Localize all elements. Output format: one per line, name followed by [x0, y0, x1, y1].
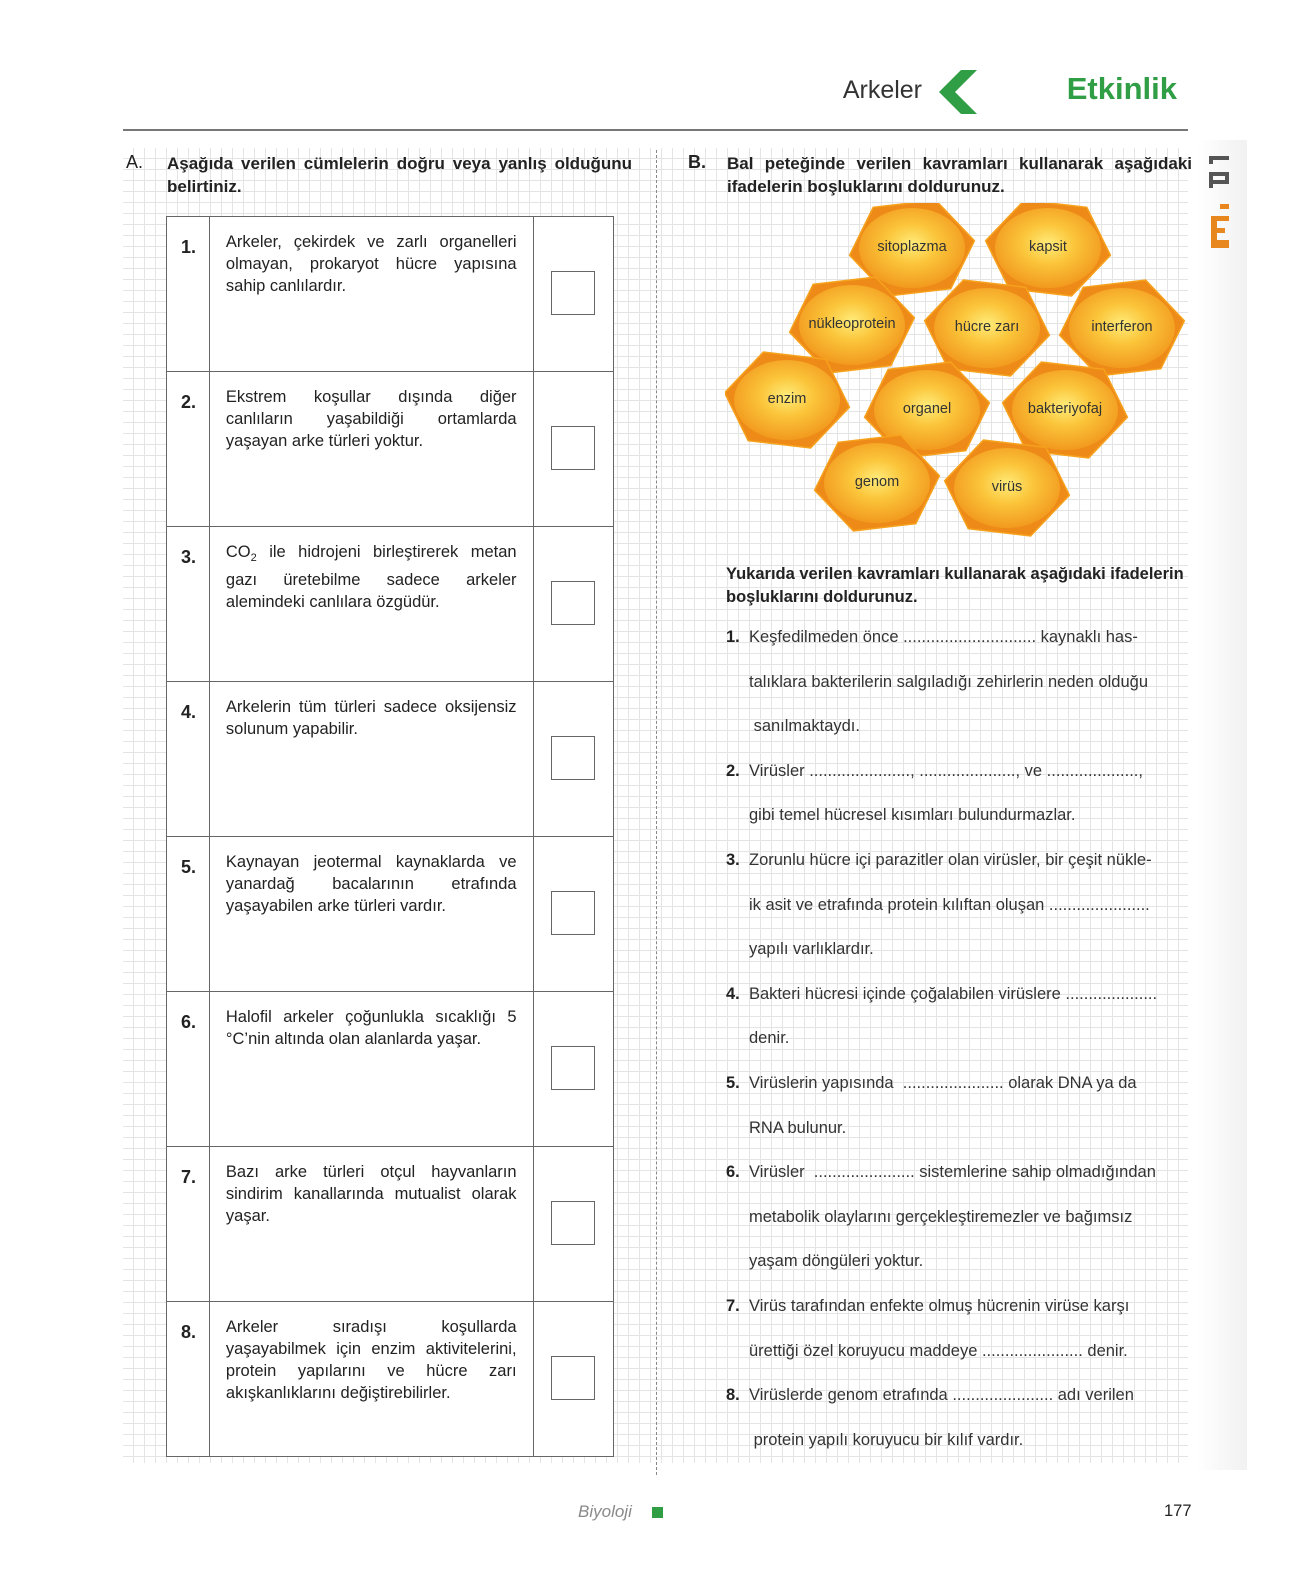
item-number: 3. [167, 527, 210, 682]
line-text: ik asit ve etrafında protein kılıftan oluşan ...................... [749, 895, 1150, 914]
line-text: protein yapılı koruyucu bir kılıf vardır. [749, 1430, 1024, 1449]
fill-in-line [726, 806, 1075, 825]
table-row [167, 1302, 614, 1457]
line-number: 4. [726, 984, 740, 1003]
answer-box[interactable] [551, 426, 595, 470]
fill-in-line [726, 896, 1150, 915]
fasikul-tab [1207, 154, 1233, 264]
table-row [167, 217, 614, 372]
line-number: 7. [726, 1297, 740, 1315]
line-text: metabolik olaylarını gerçekleştiremezler ve bağımsız [749, 1207, 1133, 1226]
fill-in-line [726, 1029, 789, 1048]
line-number: 3. [726, 851, 740, 869]
item-number: 4. [167, 682, 210, 837]
footer-square-icon [652, 1507, 663, 1518]
item-text-rest: ile hidrojeni birleştirerek metan gazı üretebilme sadece arkeler alemindeki canlılara özgüdür. [225, 543, 517, 611]
fill-in-line [726, 940, 874, 959]
item-text [209, 527, 533, 682]
chevron-left-icon [939, 70, 981, 114]
line-number: 1. [726, 628, 740, 646]
answer-box[interactable] [551, 581, 595, 625]
line-text: Bakteri hücresi içinde çoğalabilen virüslere .................... [749, 984, 1158, 1003]
honeycomb-term: organel [902, 401, 952, 417]
page-title: Etkinlik [1066, 71, 1177, 106]
line-text: Virüslerde genom etrafında ...................... adı verilen [749, 1386, 1134, 1405]
side-strip [1197, 140, 1247, 1470]
fasikul-label: Fasikül 16 [1207, 154, 1212, 155]
section-title: Arkeler [842, 76, 922, 104]
line-text: denir. [749, 1029, 790, 1048]
honeycomb-term: enzim [767, 391, 807, 407]
fill-in-line [726, 851, 1152, 870]
line-number: 6. [726, 1163, 740, 1182]
honeycomb-term: sitoplazma [877, 239, 947, 255]
true-false-table [166, 216, 614, 1457]
table-row [167, 992, 614, 1147]
line-text: yapılı varlıklardır. [749, 940, 874, 959]
fill-in-line [726, 1342, 1128, 1361]
table-row [167, 527, 614, 682]
fill-in-line [726, 1074, 1137, 1093]
header-rule [123, 129, 1188, 131]
honeycomb-term: virüs [991, 479, 1023, 495]
fill-in-line [726, 1163, 1156, 1182]
item-text: Arkeler sıradışı koşullarda yaşayabilmek için enzim aktivitelerini, protein yapılarını ve hücre zarı akışkanlıklarını değiştirebilirler. [209, 1302, 533, 1457]
part-b-instruction: Bal peteğinde verilen kavramları kullanarak aşağıdaki ifadelerin boşluklarını doldurunuz. [727, 154, 1192, 196]
line-text: gibi temel hücresel kısımları bulundurmazlar. [749, 806, 1076, 825]
co2-text: CO [225, 543, 251, 561]
item-text: Bazı arke türleri otçul hayvanların sindirim kanallarında mutualist olarak yaşar. [209, 1147, 533, 1302]
answer-box[interactable] [551, 271, 595, 315]
item-number: 2. [167, 372, 210, 527]
answer-box[interactable] [551, 891, 595, 935]
fill-in-line [726, 1431, 1023, 1450]
answer-box[interactable] [551, 1046, 595, 1090]
fill-in-line [726, 1252, 923, 1271]
fill-in-line [726, 1297, 1129, 1316]
fill-in-line [726, 762, 1143, 781]
honeycomb-term: hücre zarı [954, 319, 1020, 335]
part-b-letter: B. [688, 152, 706, 172]
fill-in-line [726, 717, 860, 736]
line-number: 8. [726, 1386, 740, 1405]
honeycomb-term: interferon [1091, 319, 1153, 335]
part-b-instruction-2: Yukarıda verilen kavramları kullanarak aşağıdaki ifadelerin boşluklarını doldurunuz. [726, 565, 1184, 606]
item-number: 1. [167, 217, 210, 372]
subscript: 2 [250, 552, 257, 564]
fill-in-line [726, 673, 1148, 692]
table-row [167, 372, 614, 527]
line-text: talıklara bakterilerin salgıladığı zehirlerin neden olduğu [749, 672, 1148, 691]
table-row [167, 837, 614, 992]
answer-box[interactable] [551, 1356, 595, 1400]
part-a-instruction: Aşağıda verilen cümlelerin doğru veya yanlış olduğunu belirtiniz. [167, 154, 632, 196]
line-text: Virüsler ...................... sistemlerine sahip olmadığından [749, 1163, 1156, 1182]
footer-subject: Biyoloji [578, 1502, 632, 1521]
item-text: Ekstrem koşullar dışında diğer canlıların yaşabildiği ortamlarda yaşayan arke türleri yoktur. [209, 372, 533, 527]
honeycomb-term: genom [854, 474, 900, 490]
answer-box[interactable] [551, 1201, 595, 1245]
line-number: 2. [726, 761, 740, 780]
fill-in-line [726, 1119, 846, 1138]
honeycomb-term: kapsit [1029, 239, 1067, 255]
line-text: RNA bulunur. [749, 1118, 847, 1137]
item-number: 7. [167, 1147, 210, 1302]
table-row [167, 1147, 614, 1302]
item-number: 8. [167, 1302, 210, 1457]
line-text: Keşfedilmeden önce ............................. kaynaklı has- [749, 628, 1138, 646]
line-text: Virüslerin yapısında ...................... olarak DNA ya da [749, 1074, 1137, 1092]
part-a-letter: A. [126, 152, 144, 172]
line-text: Virüs tarafından enfekte olmuş hücrenin virüse karşı [749, 1297, 1130, 1315]
table-row [167, 682, 614, 837]
fill-in-line [726, 628, 1138, 647]
line-text: Zorunlu hücre içi parazitler olan virüsler, bir çeşit nükle- [749, 851, 1152, 869]
item-text: Arkeler, çekirdek ve zarlı organelleri olmayan, prokaryot hücre yapısına sahip canlılardır. [209, 217, 533, 372]
honeycomb-diagram [725, 203, 1185, 550]
item-number: 6. [167, 992, 210, 1147]
fill-in-line [726, 1208, 1132, 1227]
column-divider [656, 150, 657, 1475]
answer-box[interactable] [551, 736, 595, 780]
item-text: Kaynayan jeotermal kaynaklarda ve yanardağ bacalarının etrafında yaşayabilen arke türleri vardır. [209, 837, 533, 992]
line-text: Virüsler ......................, ....................., ve ...................., [749, 761, 1143, 780]
line-text: yaşam döngüleri yoktur. [749, 1252, 924, 1271]
honeycomb-term: bakteriyofaj [1027, 401, 1103, 417]
fill-in-line [726, 1386, 1134, 1405]
item-text: Halofil arkeler çoğunlukla sıcaklığı 5 °C’nin altında olan alanlarda yaşar. [209, 992, 533, 1147]
fill-in-line [726, 985, 1157, 1004]
page-number: 177 [1164, 1502, 1192, 1520]
honeycomb-term: nükleoprotein [808, 316, 896, 332]
line-text: sanılmaktaydı. [749, 717, 860, 736]
item-text: Arkelerin tüm türleri sadece oksijensiz solunum yapabilir. [209, 682, 533, 837]
line-text: ürettiği özel koruyucu maddeye ...................... denir. [749, 1341, 1128, 1360]
line-number: 5. [726, 1074, 740, 1092]
item-number: 5. [167, 837, 210, 992]
